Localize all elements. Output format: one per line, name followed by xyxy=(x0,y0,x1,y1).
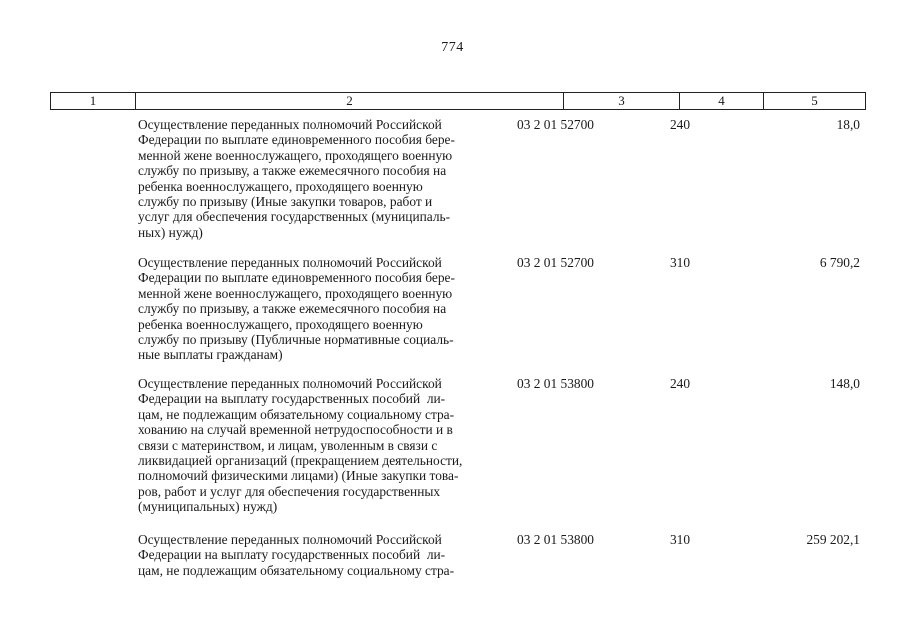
row-code: 03 2 01 52700 xyxy=(517,255,594,270)
header-col-4: 4 xyxy=(680,93,764,109)
table-header xyxy=(50,92,866,110)
row-expense-type: 310 xyxy=(669,532,691,547)
header-col-2: 2 xyxy=(136,93,564,109)
row-expense-type: 240 xyxy=(669,117,691,132)
row-amount: 18,0 xyxy=(836,117,860,132)
row-code: 03 2 01 53800 xyxy=(517,532,594,547)
row-expense-type: 240 xyxy=(669,376,691,391)
row-amount: 259 202,1 xyxy=(806,532,860,547)
header-col-1: 1 xyxy=(51,93,136,109)
header-col-5: 5 xyxy=(764,93,866,109)
header-col-3: 3 xyxy=(564,93,680,109)
row-amount: 148,0 xyxy=(829,376,860,391)
row-code: 03 2 01 52700 xyxy=(517,117,594,132)
row-description: Осуществление переданных полномочий Российской Федерации по выплате единовременного пособия бере- менной жене военнослужащего, проходящего военную службу по призыву, а также ежемесячного пособия на ребенка военнослужащего, проходящего военную службу по призыву (Иные закупки товаров, работ и услуг для обеспечения государственных (муниципаль- ных) нужд) xyxy=(138,117,455,240)
row-description: Осуществление переданных полномочий Российской Федерации на выплату государственных пособий ли- цам, не подлежащим обязательному социальному стра- xyxy=(138,532,455,578)
page-number: 774 xyxy=(441,40,464,55)
row-description: Осуществление переданных полномочий Российской Федерации по выплате единовременного пособия бере- менной жене военнослужащего, проходящего военную службу по призыву, а также ежемесячного пособия на ребенка военнослужащего, проходящего военную службу по призыву (Публичные нормативные социаль- ные выплаты гражданам) xyxy=(138,255,455,363)
row-amount: 6 790,2 xyxy=(819,255,860,270)
row-description: Осуществление переданных полномочий Российской Федерации на выплату государственных пособий ли- цам, не подлежащим обязательному социальному стра- хованию на случай временной нетрудоспособности и в связи с материнством, и лицам, уволенным в связи с ликвидацией организаций (прекращением деятельности, полномочий физическими лицами) (Иные закупки това- ров, работ и услуг для обеспечения государственных (муниципальных) нужд) xyxy=(138,376,463,515)
row-code: 03 2 01 53800 xyxy=(517,376,594,391)
row-expense-type: 310 xyxy=(669,255,691,270)
